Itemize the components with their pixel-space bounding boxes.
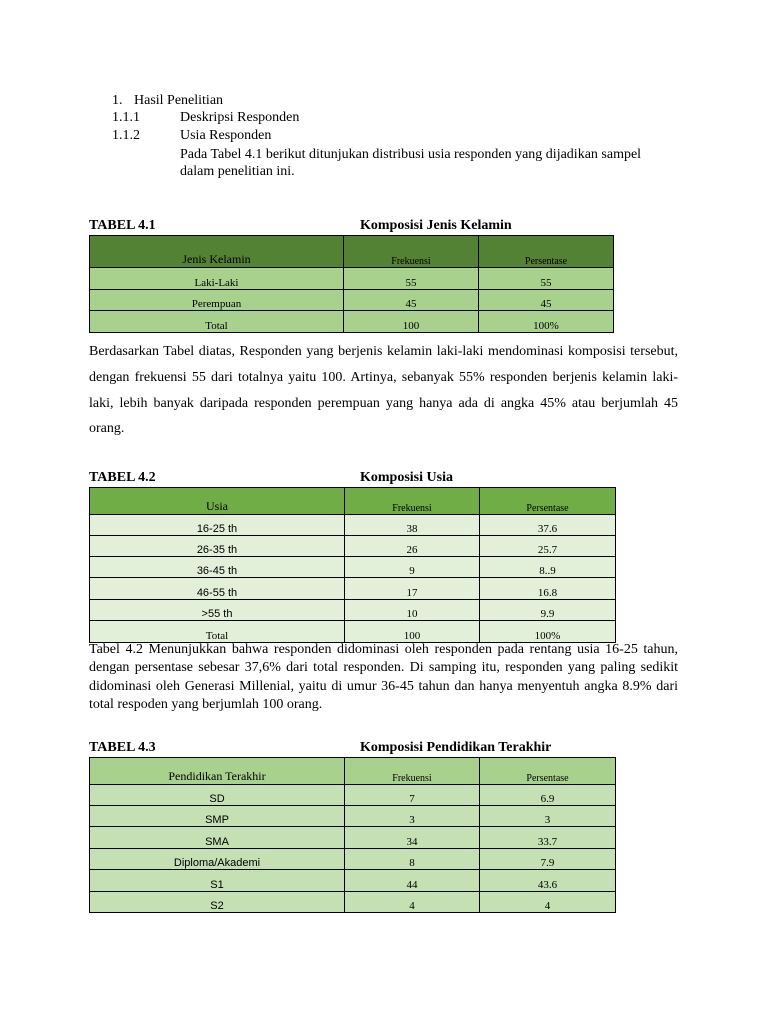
table-row: [90, 870, 616, 892]
table-row: [90, 827, 616, 849]
table-cell: 16.8: [480, 578, 616, 600]
table-header-row: [90, 758, 616, 785]
table-label: TABEL 4.3: [89, 740, 156, 755]
table-cell: 4: [480, 892, 616, 913]
intro-text: dalam penelitian ini.: [180, 164, 295, 179]
table-header-row: [90, 488, 616, 515]
table-row: [90, 806, 616, 827]
header-cell: Frekuensi: [345, 758, 480, 785]
table-cell: 9.9: [480, 600, 616, 621]
table-cell: 44: [345, 870, 480, 892]
header-cell: Persentase: [480, 758, 616, 785]
table-cell: 36-45 th: [90, 557, 345, 578]
subsection-number: 1.1.1: [112, 110, 140, 125]
table-cell: S1: [90, 870, 345, 892]
table-cell: 9: [345, 557, 480, 578]
subsection-title: Deskripsi Responden: [180, 110, 300, 125]
subsection-title: Usia Responden: [180, 128, 272, 143]
table-cell: SD: [90, 785, 345, 806]
table-cell: 34: [345, 827, 480, 849]
table-cell: 38: [345, 515, 480, 536]
table-cell: Perempuan: [90, 290, 344, 311]
table-row: [90, 578, 616, 600]
table-cell: 55: [479, 268, 614, 290]
table-row: [90, 892, 616, 913]
table-cell: 37.6: [480, 515, 616, 536]
table-cell: Total: [90, 311, 344, 333]
table-header-row: [90, 236, 614, 268]
table-cell: 26: [345, 536, 480, 557]
table-cell: Total: [90, 621, 345, 643]
table-row: [90, 268, 614, 290]
section-title: Hasil Penelitian: [134, 93, 224, 108]
table-cell: 6.9: [480, 785, 616, 806]
header-cell: Pendidikan Terakhir: [90, 758, 345, 785]
table-cell: 8..9: [480, 557, 616, 578]
table-cell: 55: [344, 268, 479, 290]
table-cell: 45: [479, 290, 614, 311]
table-row: [90, 849, 616, 870]
table-row: [90, 311, 614, 333]
table-cell: 100%: [479, 311, 614, 333]
table-cell: SMP: [90, 806, 345, 827]
table-row: [90, 600, 616, 621]
table-cell: 3: [480, 806, 616, 827]
table-cell: 16-25 th: [90, 515, 345, 536]
table-cell: 43.6: [480, 870, 616, 892]
table-cell: 25.7: [480, 536, 616, 557]
table-cell: 33.7: [480, 827, 616, 849]
subsection-number: 1.1.2: [112, 128, 140, 143]
header-cell: Jenis Kelamin: [90, 236, 344, 268]
table-cell: 100: [344, 311, 479, 333]
table-row: [90, 515, 616, 536]
table-row: [90, 621, 616, 643]
table-cell: 26-35 th: [90, 536, 345, 557]
table-cell: >55 th: [90, 600, 345, 621]
header-cell: Frekuensi: [344, 236, 479, 268]
table-title: Komposisi Pendidikan Terakhir: [360, 740, 552, 755]
table-cell: Laki-Laki: [90, 268, 344, 290]
table-title: Komposisi Jenis Kelamin: [360, 218, 512, 233]
table-row: [90, 785, 616, 806]
paragraph: Tabel 4.2 Menunjukkan bahwa responden didominasi oleh responden pada rentang usia 16-25 tahun, dengan persentase sebesar 37,6% dari total responden. Di samping itu, responden yang paling sedikit didominasi oleh Generasi Millenial, yaitu di umur 36-45 tahun dan hanya menyentuh angka 8.9% dari total respoden yang berjumlah 100 orang.: [89, 642, 678, 713]
table-cell: 46-55 th: [90, 578, 345, 600]
table-cell: 8: [345, 849, 480, 870]
table-cell: S2: [90, 892, 345, 913]
table-label: TABEL 4.1: [89, 218, 156, 233]
table-cell: 100%: [480, 621, 616, 643]
table-row: [90, 557, 616, 578]
intro-text: Pada Tabel 4.1 berikut ditunjukan distribusi usia responden yang dijadikan sampel: [180, 147, 642, 162]
table-title: Komposisi Usia: [360, 470, 453, 485]
table-cell: 10: [345, 600, 480, 621]
table-cell: 100: [345, 621, 480, 643]
table-cell: 45: [344, 290, 479, 311]
header-cell: Persentase: [479, 236, 614, 268]
section-number: 1.: [112, 93, 123, 108]
header-cell: Persentase: [480, 488, 616, 515]
table-cell: Diploma/Akademi: [90, 849, 345, 870]
age-table: [89, 487, 616, 643]
paragraph: Berdasarkan Tabel diatas, Responden yang berjenis kelamin laki-laki mendominasi komposisi tersebut, dengan frekuensi 55 dari totalnya yaitu 100. Artinya, sebanyak 55% responden berjenis kelamin laki-laki, lebih banyak daripada responden perempuan yang hanya ada di angka 45% atau berjumlah 45 orang.: [89, 344, 678, 437]
table-cell: 7: [345, 785, 480, 806]
gender-table: [89, 235, 614, 333]
table-label: TABEL 4.2: [89, 470, 156, 485]
table-cell: 17: [345, 578, 480, 600]
table-row: [90, 290, 614, 311]
table-cell: 7.9: [480, 849, 616, 870]
table-cell: SMA: [90, 827, 345, 849]
table-cell: 4: [345, 892, 480, 913]
header-cell: Frekuensi: [345, 488, 480, 515]
table-row: [90, 536, 616, 557]
header-cell: Usia: [90, 488, 345, 515]
table-cell: 3: [345, 806, 480, 827]
education-table: [89, 757, 616, 913]
